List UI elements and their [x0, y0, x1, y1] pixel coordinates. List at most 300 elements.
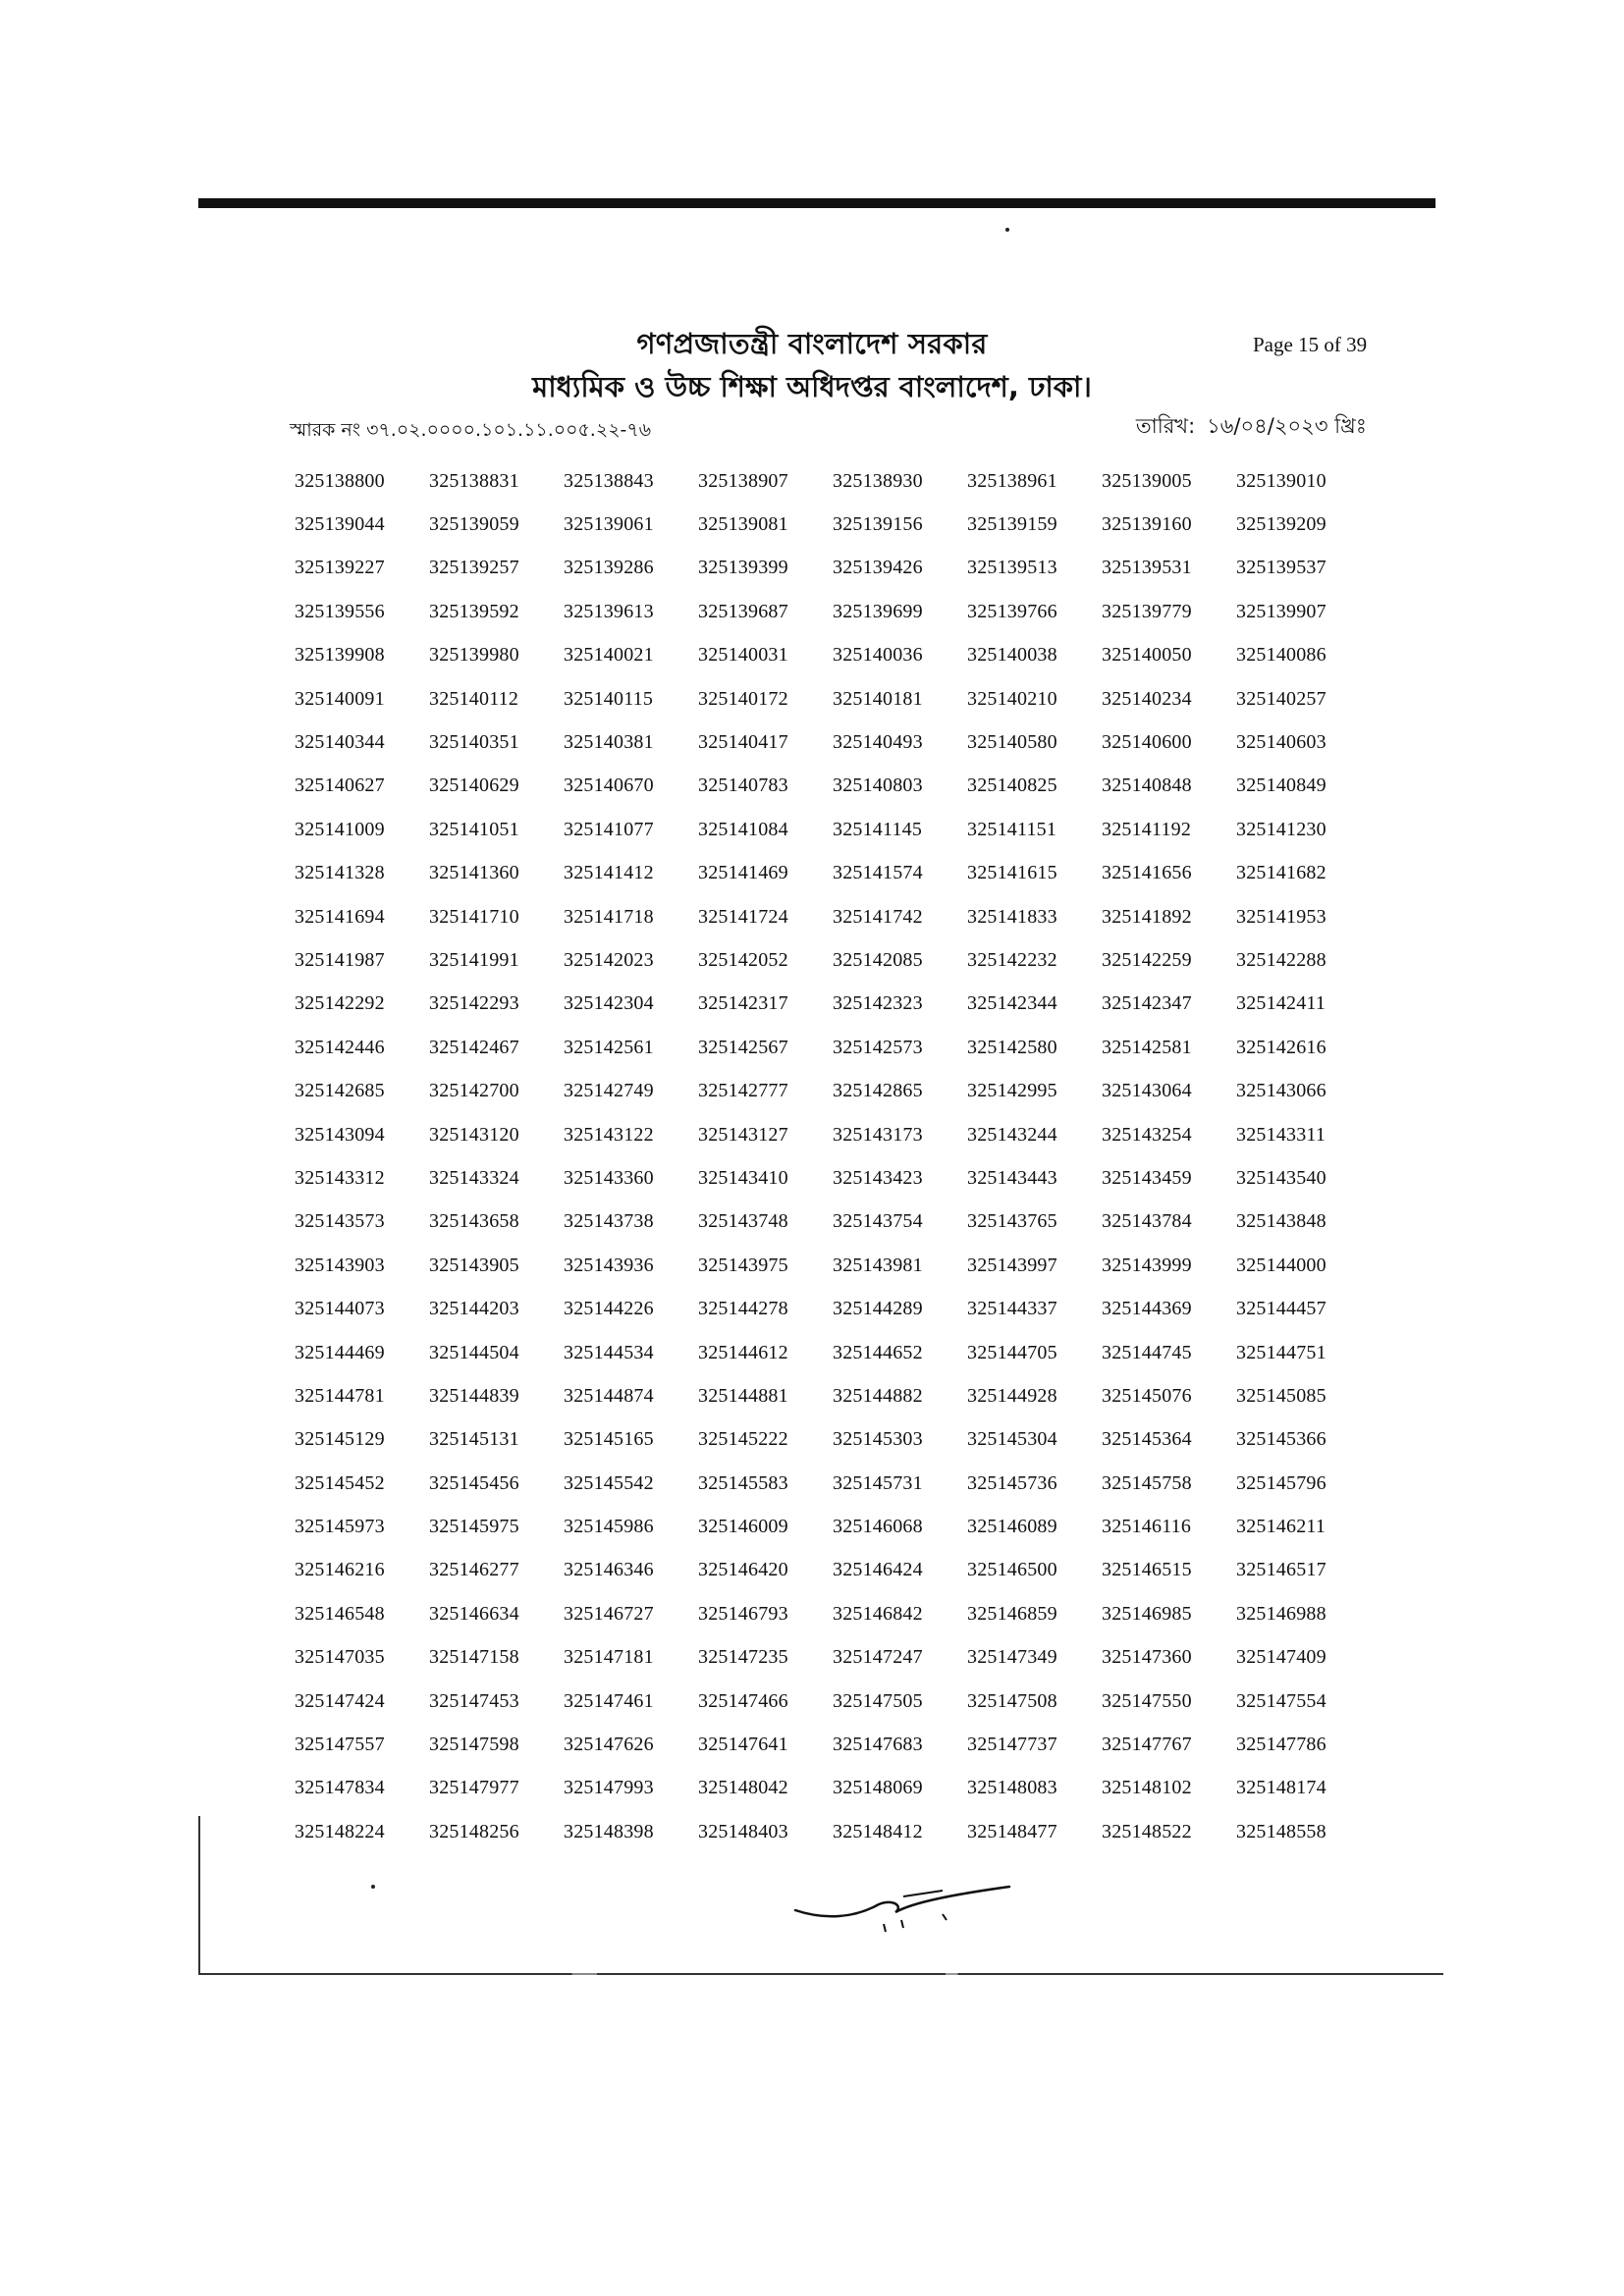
roll-number-cell: 325147453 — [429, 1689, 519, 1712]
roll-number-cell: 325144705 — [967, 1341, 1057, 1363]
roll-number-cell: 325147641 — [698, 1734, 788, 1756]
roll-number-cell: 325138907 — [698, 469, 788, 492]
roll-number-cell: 325143173 — [833, 1123, 923, 1146]
date-value: ১৬/০৪/২০২৩ খ্রিঃ — [1207, 414, 1367, 438]
table-row — [295, 721, 1375, 764]
roll-number-cell: 325144289 — [833, 1298, 923, 1320]
roll-number-cell: 325146634 — [429, 1602, 519, 1625]
roll-number-cell: 325145456 — [429, 1471, 519, 1494]
roll-number-cell: 325140381 — [564, 731, 654, 754]
roll-number-cell: 325140257 — [1236, 687, 1326, 710]
roll-number-cell: 325143410 — [698, 1166, 788, 1189]
scan-speck — [371, 1885, 375, 1889]
roll-number-cell: 325139257 — [429, 557, 519, 579]
roll-number-cell: 325140091 — [295, 687, 385, 710]
memo-number: স্মারক নং ৩৭.০২.০০০০.১০১.১১.০০৫.২২-৭৬ — [290, 419, 652, 441]
roll-number-cell: 325144504 — [429, 1341, 519, 1363]
roll-number-cell: 325139209 — [1236, 513, 1326, 536]
roll-number-cell: 325139687 — [698, 600, 788, 622]
roll-number-cell: 325138800 — [295, 469, 385, 492]
roll-number-cell: 325142581 — [1102, 1036, 1192, 1058]
table-row — [295, 1287, 1375, 1330]
table-row — [295, 1723, 1375, 1766]
roll-number-cell: 325147409 — [1236, 1646, 1326, 1669]
page-number: Page 15 of 39 — [1253, 333, 1368, 356]
roll-number-cell: 325143573 — [295, 1210, 385, 1233]
roll-number-cell: 325144337 — [967, 1298, 1057, 1320]
roll-number-cell: 325140112 — [429, 687, 519, 710]
table-row — [295, 1244, 1375, 1287]
roll-number-cell: 325139699 — [833, 600, 923, 622]
roll-number-cell: 325139592 — [429, 600, 519, 622]
table-row — [295, 1156, 1375, 1200]
roll-number-cell: 325143244 — [967, 1123, 1057, 1146]
roll-number-cell: 325144534 — [564, 1341, 654, 1363]
roll-number-cell: 325146424 — [833, 1559, 923, 1581]
table-row — [295, 765, 1375, 808]
roll-number-cell: 325140493 — [833, 731, 923, 754]
roll-number-cell: 325141656 — [1102, 862, 1192, 884]
roll-number-cell: 325142777 — [698, 1080, 788, 1102]
roll-number-cell: 325141718 — [564, 905, 654, 928]
roll-number-cell: 325146548 — [295, 1602, 385, 1625]
top-border-line — [982, 200, 1435, 202]
table-row — [295, 677, 1375, 721]
roll-number-cell: 325139908 — [295, 644, 385, 667]
roll-number-cell: 325147977 — [429, 1777, 519, 1799]
roll-number-cell: 325143064 — [1102, 1080, 1192, 1102]
roll-number-cell: 325143254 — [1102, 1123, 1192, 1146]
roll-number-cell: 325145131 — [429, 1428, 519, 1451]
roll-number-cell: 325147767 — [1102, 1734, 1192, 1756]
table-row — [295, 1201, 1375, 1244]
table-row — [295, 983, 1375, 1026]
roll-number-cell: 325143848 — [1236, 1210, 1326, 1233]
roll-number-cell: 325140172 — [698, 687, 788, 710]
signature-mark — [785, 1863, 1021, 1942]
roll-number-cell: 325142085 — [833, 948, 923, 971]
table-row — [295, 938, 1375, 982]
roll-number-cell: 325148256 — [429, 1820, 519, 1842]
roll-number-cell: 325143765 — [967, 1210, 1057, 1233]
roll-number-cell: 325138843 — [564, 469, 654, 492]
roll-number-cell: 325140115 — [564, 687, 654, 710]
roll-number-cell: 325142446 — [295, 1036, 385, 1058]
roll-number-cell: 325145129 — [295, 1428, 385, 1451]
roll-number-cell: 325144881 — [698, 1384, 788, 1407]
roll-number-cell: 325148174 — [1236, 1777, 1326, 1799]
left-border-line — [198, 1816, 200, 1973]
roll-number-cell: 325139907 — [1236, 600, 1326, 622]
roll-number-cell: 325141694 — [295, 905, 385, 928]
roll-number-cell: 325147349 — [967, 1646, 1057, 1669]
roll-number-cell: 325148403 — [698, 1820, 788, 1842]
roll-number-cell: 325140234 — [1102, 687, 1192, 710]
roll-number-cell: 325147737 — [967, 1734, 1057, 1756]
roll-number-cell: 325148522 — [1102, 1820, 1192, 1842]
roll-number-cell: 325143066 — [1236, 1080, 1326, 1102]
roll-number-cell: 325140629 — [429, 774, 519, 797]
roll-number-cell: 325144278 — [698, 1298, 788, 1320]
roll-number-cell: 325141724 — [698, 905, 788, 928]
roll-number-cell: 325148477 — [967, 1820, 1057, 1842]
roll-number-cell: 325139613 — [564, 600, 654, 622]
roll-number-cell: 325147508 — [967, 1689, 1057, 1712]
roll-number-cell: 325147424 — [295, 1689, 385, 1712]
roll-number-cell: 325148224 — [295, 1820, 385, 1842]
roll-number-cell: 325148412 — [833, 1820, 923, 1842]
roll-number-cell: 325145542 — [564, 1471, 654, 1494]
roll-number-cell: 325139286 — [564, 557, 654, 579]
roll-number-cell: 325146277 — [429, 1559, 519, 1581]
roll-number-cell: 325146988 — [1236, 1602, 1326, 1625]
roll-number-cell: 325144226 — [564, 1298, 654, 1320]
roll-number-cell: 325140086 — [1236, 644, 1326, 667]
roll-number-cell: 325146793 — [698, 1602, 788, 1625]
roll-number-cell: 325142347 — [1102, 992, 1192, 1015]
roll-number-cell: 325144369 — [1102, 1298, 1192, 1320]
roll-number-cell: 325145222 — [698, 1428, 788, 1451]
roll-number-cell: 325141892 — [1102, 905, 1192, 928]
roll-number-cell: 325139005 — [1102, 469, 1192, 492]
roll-number-cell: 325140627 — [295, 774, 385, 797]
roll-number-cell: 325144457 — [1236, 1298, 1326, 1320]
roll-number-cell: 325141009 — [295, 818, 385, 840]
roll-number-cell: 325144000 — [1236, 1254, 1326, 1276]
roll-number-cell: 325142023 — [564, 948, 654, 971]
roll-number-cell: 325146116 — [1102, 1516, 1192, 1538]
roll-number-cell: 325147181 — [564, 1646, 654, 1669]
roll-number-cell: 325144928 — [967, 1384, 1057, 1407]
roll-number-cell: 325147557 — [295, 1734, 385, 1756]
table-row — [295, 503, 1375, 546]
date-label: তারিখ: — [1135, 414, 1196, 438]
roll-number-cell: 325141077 — [564, 818, 654, 840]
roll-number-cell: 325145796 — [1236, 1471, 1326, 1494]
table-row — [295, 1505, 1375, 1548]
roll-number-cell: 325145303 — [833, 1428, 923, 1451]
roll-number-cell: 325145076 — [1102, 1384, 1192, 1407]
roll-number-cell: 325146985 — [1102, 1602, 1192, 1625]
roll-number-cell: 325148558 — [1236, 1820, 1326, 1842]
roll-number-cell: 325141412 — [564, 862, 654, 884]
roll-number-cell: 325143905 — [429, 1254, 519, 1276]
roll-number-cell: 325143127 — [698, 1123, 788, 1146]
roll-number-cell: 325142616 — [1236, 1036, 1326, 1058]
roll-number-cell: 325140783 — [698, 774, 788, 797]
roll-number-cell: 325147461 — [564, 1689, 654, 1712]
roll-number-cell: 325139061 — [564, 513, 654, 536]
roll-number-cell: 325147834 — [295, 1777, 385, 1799]
roll-number-cell: 325138831 — [429, 469, 519, 492]
roll-number-cell: 325139399 — [698, 557, 788, 579]
roll-number-cell: 325146009 — [698, 1516, 788, 1538]
roll-number-cell: 325145366 — [1236, 1428, 1326, 1451]
roll-number-cell: 325147505 — [833, 1689, 923, 1712]
roll-number-cell: 325140580 — [967, 731, 1057, 754]
roll-number-cell: 325140848 — [1102, 774, 1192, 797]
roll-number-cell: 325141833 — [967, 905, 1057, 928]
govt-title: গণপ্রজাতন্ত্রী বাংলাদেশ সরকার — [636, 327, 988, 360]
roll-number-cell: 325146211 — [1236, 1516, 1326, 1538]
table-row — [295, 1810, 1375, 1853]
roll-number-cell: 325148102 — [1102, 1777, 1192, 1799]
table-row — [295, 1680, 1375, 1723]
roll-number-cell: 325140849 — [1236, 774, 1326, 797]
roll-number-cell: 325139227 — [295, 557, 385, 579]
roll-number-cell: 325148083 — [967, 1777, 1057, 1799]
roll-number-cell: 325147554 — [1236, 1689, 1326, 1712]
roll-number-cell: 325147235 — [698, 1646, 788, 1669]
roll-number-cell: 325145304 — [967, 1428, 1057, 1451]
date-line — [1136, 410, 1367, 445]
roll-number-cell: 325140351 — [429, 731, 519, 754]
roll-number-cell: 325142700 — [429, 1080, 519, 1102]
roll-number-cell: 325143981 — [833, 1254, 923, 1276]
roll-number-cell: 325145085 — [1236, 1384, 1326, 1407]
roll-number-cell: 325143658 — [429, 1210, 519, 1233]
roll-number-cell: 325145973 — [295, 1516, 385, 1538]
roll-number-cell: 325142317 — [698, 992, 788, 1015]
roll-number-cell: 325140031 — [698, 644, 788, 667]
roll-number-cell: 325138961 — [967, 469, 1057, 492]
roll-number-cell: 325147158 — [429, 1646, 519, 1669]
roll-number-cell: 325143754 — [833, 1210, 923, 1233]
roll-number-cell: 325139980 — [429, 644, 519, 667]
roll-number-cell: 325143784 — [1102, 1210, 1192, 1233]
roll-number-cell: 325147360 — [1102, 1646, 1192, 1669]
roll-number-cell: 325142995 — [967, 1080, 1057, 1102]
roll-number-cell: 325142293 — [429, 992, 519, 1015]
roll-number-cell: 325143443 — [967, 1166, 1057, 1189]
table-row — [295, 547, 1375, 590]
table-row — [295, 852, 1375, 895]
roll-number-cell: 325145736 — [967, 1471, 1057, 1494]
roll-number-cell: 325143423 — [833, 1166, 923, 1189]
roll-number-cell: 325142567 — [698, 1036, 788, 1058]
table-row — [295, 895, 1375, 938]
roll-number-cell: 325142304 — [564, 992, 654, 1015]
table-row — [295, 1636, 1375, 1680]
roll-number-cell: 325141615 — [967, 862, 1057, 884]
roll-number-cell: 325140825 — [967, 774, 1057, 797]
roll-number-cell: 325140670 — [564, 774, 654, 797]
scan-speck — [1005, 228, 1009, 232]
roll-number-cell: 325144751 — [1236, 1341, 1326, 1363]
roll-number-cell: 325140417 — [698, 731, 788, 754]
roll-number-cell: 325139556 — [295, 600, 385, 622]
table-row — [295, 1331, 1375, 1374]
roll-number-cell: 325143360 — [564, 1166, 654, 1189]
roll-number-cell: 325142288 — [1236, 948, 1326, 971]
roll-number-cell: 325143122 — [564, 1123, 654, 1146]
roll-number-cell: 325143311 — [1236, 1123, 1326, 1146]
table-row — [295, 1592, 1375, 1635]
roll-number-cell: 325146346 — [564, 1559, 654, 1581]
roll-number-cell: 325139426 — [833, 557, 923, 579]
roll-number-cell: 325147550 — [1102, 1689, 1192, 1712]
roll-number-cell: 325146859 — [967, 1602, 1057, 1625]
roll-number-cell: 325139513 — [967, 557, 1057, 579]
roll-number-cell: 325141682 — [1236, 862, 1326, 884]
office-title: মাধ্যমিক ও উচ্চ শিক্ষা অধিদপ্তর বাংলাদেশ, ঢাকা। — [532, 370, 1092, 403]
roll-number-cell: 325143324 — [429, 1166, 519, 1189]
roll-number-cell: 325140210 — [967, 687, 1057, 710]
roll-number-cell: 325144745 — [1102, 1341, 1192, 1363]
roll-number-cell: 325146842 — [833, 1602, 923, 1625]
roll-number-cell: 325144874 — [564, 1384, 654, 1407]
roll-number-cell: 325144203 — [429, 1298, 519, 1320]
roll-number-cell: 325146420 — [698, 1559, 788, 1581]
roll-number-cell: 325147247 — [833, 1646, 923, 1669]
roll-number-cell: 325142344 — [967, 992, 1057, 1015]
roll-number-cell: 325140181 — [833, 687, 923, 710]
roll-number-cell: 325139010 — [1236, 469, 1326, 492]
roll-number-cell: 325146089 — [967, 1516, 1057, 1538]
roll-number-cell: 325148042 — [698, 1777, 788, 1799]
roll-number-cell: 325142561 — [564, 1036, 654, 1058]
roll-number-cell: 325146515 — [1102, 1559, 1192, 1581]
roll-number-cell: 325143738 — [564, 1210, 654, 1233]
roll-number-cell: 325147993 — [564, 1777, 654, 1799]
roll-number-cell: 325145364 — [1102, 1428, 1192, 1451]
roll-number-cell: 325139766 — [967, 600, 1057, 622]
roll-number-cell: 325141991 — [429, 948, 519, 971]
roll-number-cell: 325143120 — [429, 1123, 519, 1146]
roll-number-cell: 325142259 — [1102, 948, 1192, 971]
roll-number-cell: 325142573 — [833, 1036, 923, 1058]
roll-number-cell: 325141230 — [1236, 818, 1326, 840]
roll-number-cell: 325141574 — [833, 862, 923, 884]
table-row — [295, 1418, 1375, 1462]
roll-number-cell: 325148069 — [833, 1777, 923, 1799]
roll-number-cell: 325143999 — [1102, 1254, 1192, 1276]
roll-number-cell: 325140050 — [1102, 644, 1192, 667]
roll-number-cell: 325145731 — [833, 1471, 923, 1494]
roll-number-cell: 325141145 — [833, 818, 923, 840]
roll-number-cell: 325142411 — [1236, 992, 1326, 1015]
roll-number-cell: 325145165 — [564, 1428, 654, 1451]
table-row — [295, 1069, 1375, 1112]
roll-number-cell: 325140036 — [833, 644, 923, 667]
roll-number-cell: 325144781 — [295, 1384, 385, 1407]
roll-number-cell: 325142232 — [967, 948, 1057, 971]
table-row — [295, 1374, 1375, 1417]
roll-number-cell: 325141192 — [1102, 818, 1192, 840]
roll-number-cell: 325144839 — [429, 1384, 519, 1407]
roll-number-cell: 325139531 — [1102, 557, 1192, 579]
roll-number-cell: 325141051 — [429, 818, 519, 840]
roll-number-cell: 325140803 — [833, 774, 923, 797]
table-row — [295, 459, 1375, 503]
table-row — [295, 634, 1375, 677]
roll-number-cell: 325140038 — [967, 644, 1057, 667]
roll-number-cell: 325141953 — [1236, 905, 1326, 928]
roll-number-cell: 325147683 — [833, 1734, 923, 1756]
roll-number-cell: 325140600 — [1102, 731, 1192, 754]
roll-number-cell: 325140021 — [564, 644, 654, 667]
roll-number-cell: 325142580 — [967, 1036, 1057, 1058]
roll-number-cell: 325145975 — [429, 1516, 519, 1538]
roll-number-cell: 325141328 — [295, 862, 385, 884]
roll-number-cell: 325144652 — [833, 1341, 923, 1363]
roll-number-cell: 325139159 — [967, 513, 1057, 536]
roll-number-cell: 325146500 — [967, 1559, 1057, 1581]
roll-number-cell: 325141469 — [698, 862, 788, 884]
roll-number-cell: 325139059 — [429, 513, 519, 536]
roll-number-cell: 325142292 — [295, 992, 385, 1015]
roll-number-cell: 325141151 — [967, 818, 1057, 840]
roll-number-cell: 325146727 — [564, 1602, 654, 1625]
roll-number-cell: 325140344 — [295, 731, 385, 754]
roll-number-cell: 325145758 — [1102, 1471, 1192, 1494]
roll-number-cell: 325143936 — [564, 1254, 654, 1276]
roll-number-cell: 325139081 — [698, 513, 788, 536]
roll-number-cell: 325147598 — [429, 1734, 519, 1756]
roll-number-cell: 325147466 — [698, 1689, 788, 1712]
roll-number-cell: 325139044 — [295, 513, 385, 536]
roll-number-cell: 325147035 — [295, 1646, 385, 1669]
roll-number-cell: 325139779 — [1102, 600, 1192, 622]
roll-number-cell: 325142685 — [295, 1080, 385, 1102]
roll-number-cell: 325143748 — [698, 1210, 788, 1233]
roll-number-cell: 325139156 — [833, 513, 923, 536]
roll-number-cell: 325144882 — [833, 1384, 923, 1407]
roll-number-cell: 325141987 — [295, 948, 385, 971]
roll-number-cell: 325144469 — [295, 1341, 385, 1363]
roll-number-cell: 325147786 — [1236, 1734, 1326, 1756]
roll-number-cell: 325145452 — [295, 1471, 385, 1494]
roll-number-cell: 325142052 — [698, 948, 788, 971]
table-row — [295, 1026, 1375, 1069]
table-row — [295, 590, 1375, 633]
roll-number-cell: 325148398 — [564, 1820, 654, 1842]
roll-number-cell: 325144612 — [698, 1341, 788, 1363]
table-row — [295, 1462, 1375, 1505]
roll-number-cell: 325143903 — [295, 1254, 385, 1276]
table-row — [295, 1113, 1375, 1156]
roll-number-cell: 325138930 — [833, 469, 923, 492]
table-row — [295, 808, 1375, 851]
roll-number-cell: 325141742 — [833, 905, 923, 928]
roll-number-cell: 325143459 — [1102, 1166, 1192, 1189]
table-row — [295, 1767, 1375, 1810]
roll-number-cell: 325143094 — [295, 1123, 385, 1146]
roll-number-cell: 325143997 — [967, 1254, 1057, 1276]
bottom-border-line — [198, 1973, 1443, 1975]
roll-number-cell: 325142865 — [833, 1080, 923, 1102]
roll-number-cell: 325139537 — [1236, 557, 1326, 579]
roll-number-cell: 325141710 — [429, 905, 519, 928]
roll-number-cell: 325146216 — [295, 1559, 385, 1581]
roll-number-cell: 325142749 — [564, 1080, 654, 1102]
roll-number-cell: 325143975 — [698, 1254, 788, 1276]
roll-number-cell: 325140603 — [1236, 731, 1326, 754]
roll-number-cell: 325147626 — [564, 1734, 654, 1756]
roll-number-cell: 325141084 — [698, 818, 788, 840]
roll-number-cell: 325143312 — [295, 1166, 385, 1189]
roll-number-cell: 325142323 — [833, 992, 923, 1015]
table-row — [295, 1549, 1375, 1592]
roll-number-cell: 325141360 — [429, 862, 519, 884]
roll-number-cell: 325146068 — [833, 1516, 923, 1538]
roll-number-cell: 325145583 — [698, 1471, 788, 1494]
roll-number-cell: 325139160 — [1102, 513, 1192, 536]
roll-number-cell: 325143540 — [1236, 1166, 1326, 1189]
roll-number-cell: 325146517 — [1236, 1559, 1326, 1581]
roll-number-cell: 325145986 — [564, 1516, 654, 1538]
roll-number-cell: 325142467 — [429, 1036, 519, 1058]
